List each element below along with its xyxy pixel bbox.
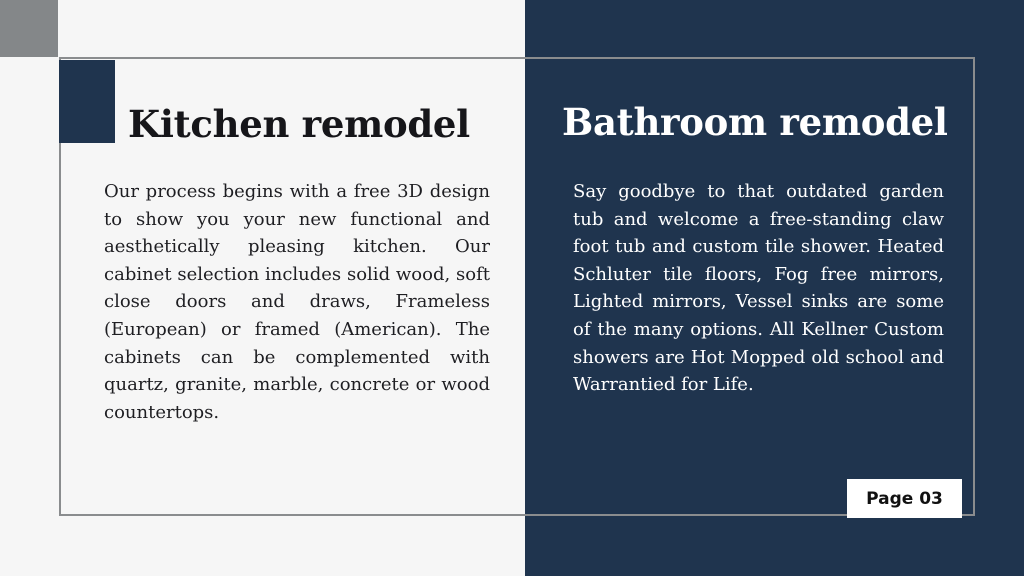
bathroom-description: Say goodbye to that outdated garden tub and welcome a free-standing claw foot tub and custom tile shower. Heated Schluter tile floors, Fog free mirrors, Lighted mirrors, Vessel sinks are some of the many options. All Kellner Custom showers are Hot Mopped old school and Warrantied for Life. xyxy=(573,181,944,396)
corner-decoration xyxy=(0,0,58,57)
title-accent-block xyxy=(59,60,115,143)
kitchen-title: Kitchen remodel xyxy=(128,102,470,146)
kitchen-description: Our process begins with a free 3D design to show you your new functional and aesthetically pleasing kitchen. Our cabinet selection includes solid wood, soft close doors and draws, Frameless (European) or framed (American). The cabinets can be complemented with quartz, granite, marble, concrete or wood countertops. xyxy=(104,181,490,423)
page-number-badge xyxy=(847,479,962,518)
page-number-label: Page 03 xyxy=(866,488,943,509)
bathroom-title: Bathroom remodel xyxy=(562,100,948,144)
